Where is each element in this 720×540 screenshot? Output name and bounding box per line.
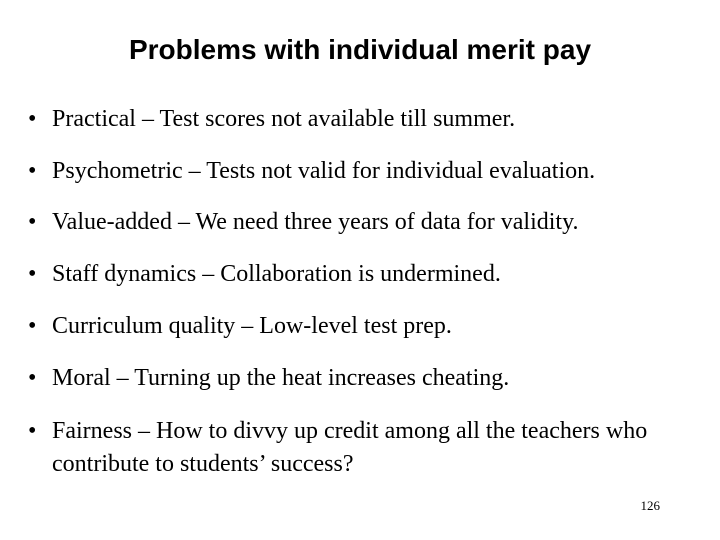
bullet-item-staff-dynamics bbox=[28, 258, 708, 291]
bullet-text: Psychometric – Tests not valid for individual evaluation. bbox=[52, 158, 596, 184]
bullet-text: Practical – Test scores not available till summer. bbox=[52, 106, 516, 132]
bullet-text: Fairness – How to divvy up credit among all the teachers who contribute to students’ success? bbox=[52, 418, 648, 477]
page-number: 126 bbox=[640, 498, 660, 513]
bullet-item-practical bbox=[28, 103, 708, 136]
bullet-icon: • bbox=[28, 106, 37, 132]
bullet-text: Value-added – We need three years of data for validity. bbox=[52, 209, 579, 235]
bullet-text: Staff dynamics – Collaboration is undermined. bbox=[52, 261, 501, 287]
bullet-item-curriculum-quality bbox=[28, 310, 708, 343]
bullet-item-psychometric bbox=[28, 155, 708, 188]
bullet-item-fairness bbox=[28, 415, 708, 481]
bullet-item-moral bbox=[28, 362, 708, 395]
bullet-text: Curriculum quality – Low-level test prep. bbox=[52, 313, 452, 339]
bullet-text: Moral – Turning up the heat increases cheating. bbox=[52, 365, 510, 391]
bullet-icon: • bbox=[28, 313, 37, 339]
bullet-item-value-added bbox=[28, 206, 708, 239]
bullet-icon: • bbox=[28, 209, 37, 235]
bullet-icon: • bbox=[28, 261, 37, 287]
bullet-icon: • bbox=[28, 365, 37, 391]
slide-title: Problems with individual merit pay bbox=[128, 34, 592, 65]
bullet-icon: • bbox=[28, 158, 37, 184]
bullet-icon: • bbox=[28, 418, 37, 444]
